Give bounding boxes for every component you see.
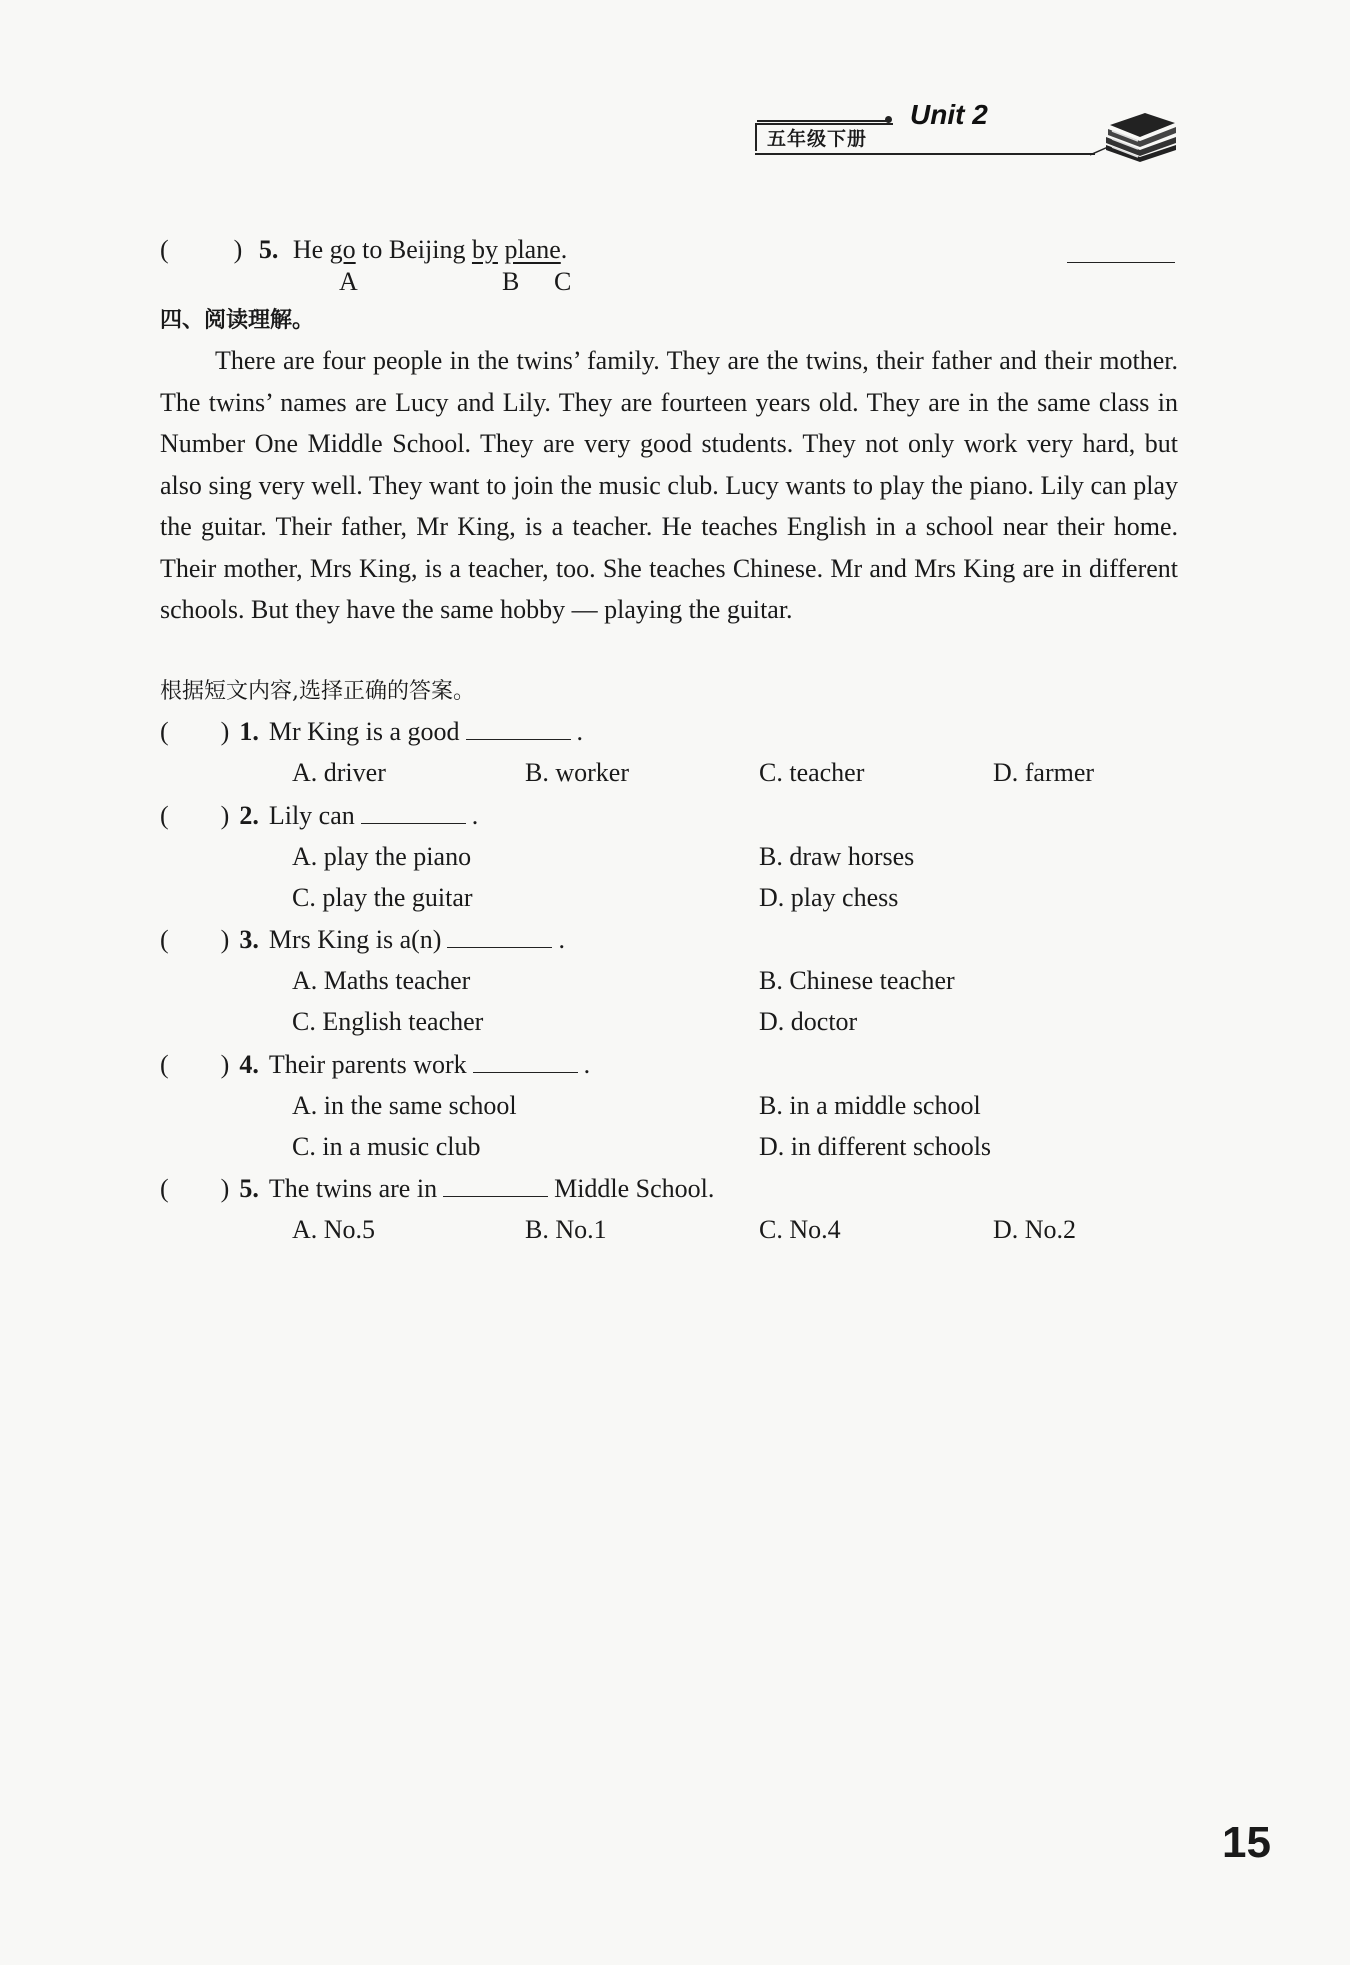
label-c: C xyxy=(554,267,572,296)
option-a[interactable]: A. in the same school xyxy=(292,1091,517,1120)
option-a[interactable]: A. Maths teacher xyxy=(292,966,471,995)
unit-title: Unit 2 xyxy=(910,99,988,130)
header-dot xyxy=(885,116,892,123)
question-number: 5. xyxy=(258,235,279,264)
question-number: 5. xyxy=(239,1174,259,1203)
question-text-end: . xyxy=(558,925,565,954)
question-number: 2. xyxy=(239,801,259,830)
answer-paren-close: ) xyxy=(220,1050,230,1079)
correction-blank[interactable] xyxy=(1067,240,1175,263)
page-number: 15 xyxy=(1222,1818,1271,1867)
question-text: Mr King is a good xyxy=(268,717,460,746)
option-a[interactable]: A. play the piano xyxy=(292,842,472,871)
page-header xyxy=(755,95,1175,165)
grade-label: 五年级下册 xyxy=(755,123,893,151)
fill-blank[interactable] xyxy=(447,925,552,948)
answer-paren-open: ( xyxy=(160,1174,169,1203)
answer-paren-open: ( xyxy=(160,1050,169,1079)
underlined-word-b: by xyxy=(471,235,498,264)
underlined-word-c: plane xyxy=(504,235,561,264)
option-b[interactable]: B. draw horses xyxy=(759,842,915,871)
answer-paren-open: ( xyxy=(160,235,169,264)
label-b: B xyxy=(502,267,520,296)
answer-paren-close: ) xyxy=(220,801,230,830)
fill-blank[interactable] xyxy=(361,801,466,824)
option-d[interactable]: D. in different schools xyxy=(759,1132,992,1161)
question-number: 3. xyxy=(239,925,259,954)
instruction: 根据短文内容,选择正确的答案。 xyxy=(160,679,475,704)
period: . xyxy=(560,235,568,264)
option-b[interactable]: B. worker xyxy=(525,758,629,787)
option-b[interactable]: B. in a middle school xyxy=(759,1091,981,1120)
label-a: A xyxy=(339,267,358,296)
question-number: 1. xyxy=(239,717,259,746)
sentence-word: to Beijing xyxy=(362,235,466,264)
option-d[interactable]: D. play chess xyxy=(759,883,899,912)
underlined-word-a: go xyxy=(329,235,356,264)
question-number: 4. xyxy=(239,1050,259,1079)
option-c[interactable]: C. No.4 xyxy=(759,1215,841,1244)
fill-blank[interactable] xyxy=(466,717,571,740)
question-text: Their parents work xyxy=(268,1050,467,1079)
question-text-end: Middle School. xyxy=(554,1174,715,1203)
option-d[interactable]: D. farmer xyxy=(993,758,1095,787)
header-rule xyxy=(755,153,1095,155)
option-c[interactable]: C. in a music club xyxy=(292,1132,481,1161)
question-stem xyxy=(160,800,478,832)
question-stem xyxy=(160,716,583,748)
answer-paren-close: ) xyxy=(220,1174,230,1203)
books-icon xyxy=(1090,95,1180,163)
header-line xyxy=(757,120,887,122)
sentence-word: He xyxy=(292,235,324,264)
section-title: 四、阅读理解。 xyxy=(160,308,315,333)
question-text: The twins are in xyxy=(268,1174,438,1203)
question-text-end: . xyxy=(471,801,479,830)
option-d[interactable]: D. doctor xyxy=(759,1007,858,1036)
answer-paren-close: ) xyxy=(220,717,230,746)
option-c[interactable]: C. English teacher xyxy=(292,1007,484,1036)
answer-paren-close: ) xyxy=(233,235,243,264)
question-text-end: . xyxy=(576,717,584,746)
passage-text: There are four people in the twins’ family. They are the twins, their father and their mother. The twins’ names are Lucy and Lily. They are fourteen years old. They are in the same class in Number One Middle School. They are very good students. They not only work very hard, but also sing very well. They want to join the music club. Lucy wants to play the piano. Lily can play the guitar. Their father, Mr King, is a teacher. He teaches English in a school near their home. Their mother, Mrs King, is a teacher, too. She teaches Chinese. Mr and Mrs King are in different schools. But they have the same hobby — playing the guitar. xyxy=(160,346,1178,624)
error-item-5 xyxy=(160,234,567,266)
option-b[interactable]: B. No.1 xyxy=(525,1215,607,1244)
answer-paren-close: ) xyxy=(220,925,230,954)
reading-passage xyxy=(160,340,1178,631)
option-d[interactable]: D. No.2 xyxy=(993,1215,1077,1244)
option-a[interactable]: A. driver xyxy=(292,758,386,787)
option-a[interactable]: A. No.5 xyxy=(292,1215,376,1244)
option-c[interactable]: C. teacher xyxy=(759,758,865,787)
option-b[interactable]: B. Chinese teacher xyxy=(759,966,955,995)
question-text: Mrs King is a(n) xyxy=(268,925,442,954)
fill-blank[interactable] xyxy=(473,1050,578,1073)
answer-paren-open: ( xyxy=(160,925,169,954)
question-stem xyxy=(160,1173,714,1205)
answer-paren-open: ( xyxy=(160,717,169,746)
fill-blank[interactable] xyxy=(443,1174,548,1197)
option-c[interactable]: C. play the guitar xyxy=(292,883,473,912)
question-text: Lily can xyxy=(268,801,355,830)
question-stem xyxy=(160,924,565,956)
question-text-end: . xyxy=(583,1050,591,1079)
question-stem xyxy=(160,1049,590,1081)
answer-paren-open: ( xyxy=(160,801,169,830)
